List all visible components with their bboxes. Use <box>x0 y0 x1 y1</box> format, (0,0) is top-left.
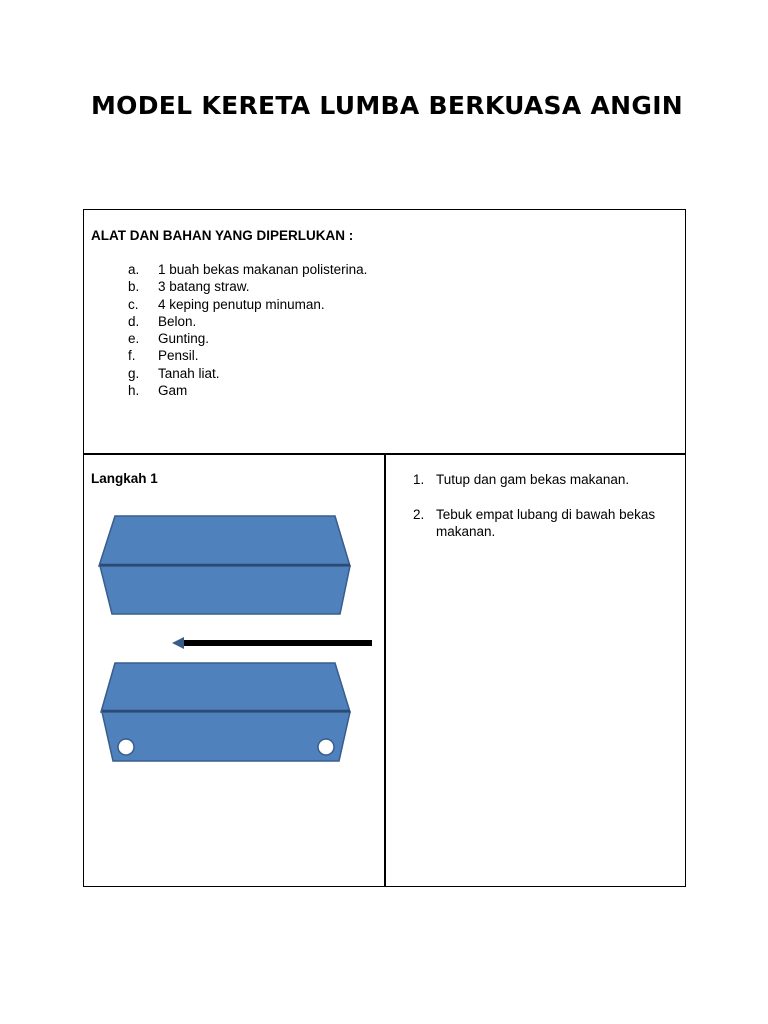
list-item: f. Pensil. <box>128 348 199 364</box>
list-item: 1. Tutup dan gam bekas makanan. <box>413 472 630 487</box>
step-label: Langkah 1 <box>91 471 158 486</box>
materials-list <box>128 261 367 399</box>
container-with-holes-illustration <box>101 663 350 761</box>
step-instructions <box>413 471 663 558</box>
list-item: h. Gam <box>128 383 188 399</box>
list-item: a. 1 buah bekas makanan polisterina. <box>128 262 368 277</box>
list-item: c. 4 keping penutup minuman. <box>128 296 325 312</box>
list-item: d. Belon. <box>128 313 197 329</box>
hole-right <box>318 739 334 755</box>
container-closed-illustration <box>99 516 350 614</box>
page-title: MODEL KERETA LUMBA BERKUASA ANGIN <box>91 91 684 120</box>
arrow-left-icon <box>172 637 372 649</box>
step-illustration <box>84 454 384 884</box>
hole-left <box>118 739 134 755</box>
materials-heading: ALAT DAN BAHAN YANG DIPERLUKAN : <box>91 228 354 243</box>
materials-box <box>83 209 686 455</box>
list-item: 2. Tebuk empat lubang di bawah bekas makanan. <box>413 506 656 539</box>
step-instructions-cell <box>384 453 686 887</box>
list-item: e. Gunting. <box>128 331 210 347</box>
list-item: g. Tanah liat. <box>128 365 220 381</box>
step-illustration-cell <box>83 453 386 887</box>
list-item: b. 3 batang straw. <box>128 279 250 295</box>
